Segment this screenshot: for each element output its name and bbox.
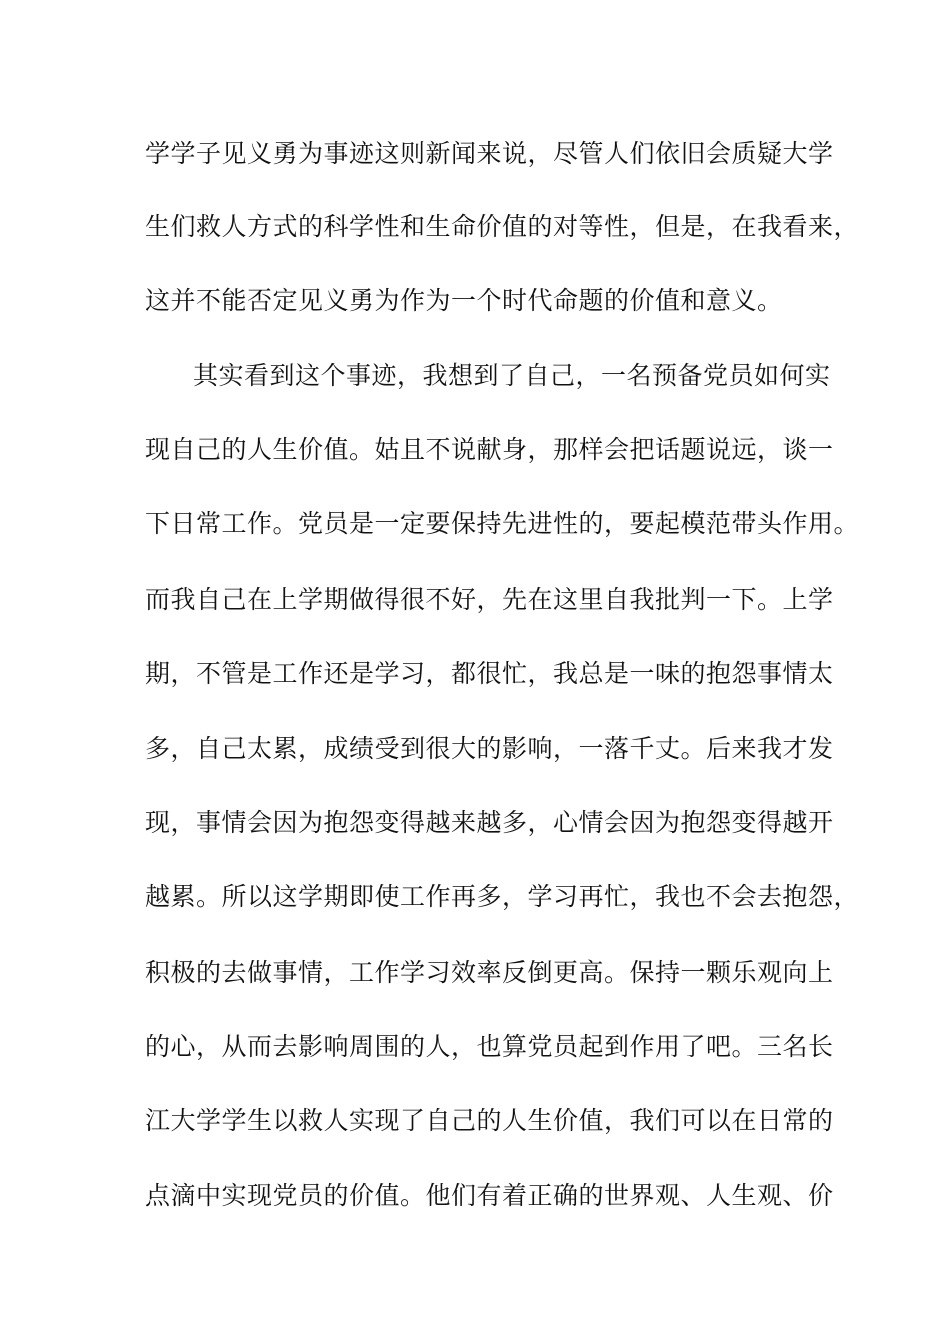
text-line-6: 下日常工作。党员是一定要保持先进性的，要起模范带头作用。 (145, 509, 860, 538)
text-line-12: 积极的去做事情，工作学习效率反倒更高。保持一颗乐观向上 (145, 958, 834, 987)
text-line-9: 多，自己太累，成绩受到很大的影响，一落千丈。后来我才发 (145, 734, 834, 763)
text-line-14: 江大学学生以救人实现了自己的人生价值，我们可以在日常的 (145, 1106, 834, 1135)
text-line-2: 生们救人方式的科学性和生命价值的对等性，但是，在我看来， (145, 212, 860, 241)
text-line-13: 的心，从而去影响周围的人，也算党员起到作用了吧。三名长 (145, 1032, 834, 1061)
text-line-4-paragraph-start: 其实看到这个事迹，我想到了自己，一名预备党员如何实 (193, 361, 831, 390)
text-line-10: 现，事情会因为抱怨变得越来越多，心情会因为抱怨变得越开 (145, 808, 834, 837)
text-line-11: 越累。所以这学期即使工作再多，学习再忙，我也不会去抱怨， (145, 882, 860, 911)
text-line-8: 期，不管是工作还是学习，都很忙，我总是一味的抱怨事情太 (145, 659, 834, 688)
text-line-15: 点滴中实现党员的价值。他们有着正确的世界观、人生观、价 (145, 1181, 834, 1210)
text-line-1: 学学子见义勇为事迹这则新闻来说，尽管人们依旧会质疑大学 (145, 139, 834, 168)
text-line-3: 这并不能否定见义勇为作为一个时代命题的价值和意义。 (145, 286, 783, 315)
text-line-5: 现自己的人生价值。姑且不说献身，那样会把话题说远，谈一 (145, 435, 834, 464)
text-line-7: 而我自己在上学期做得很不好，先在这里自我批判一下。上学 (145, 585, 834, 614)
